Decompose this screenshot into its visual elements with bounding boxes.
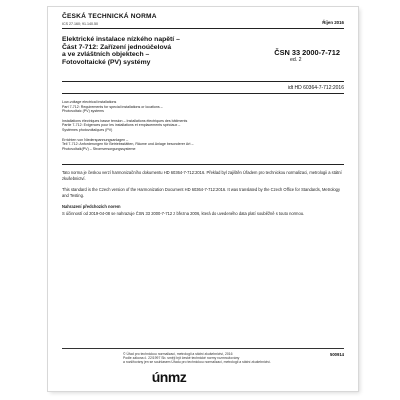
document-type-title: ČESKÁ TECHNICKÁ NORMA (62, 13, 157, 20)
logo-text: únmz (151, 369, 187, 385)
header-rule (62, 28, 344, 29)
copyright-line: Podle zákona č. 22/1997 Sb. smějí být české technické normy rozmnožovány (123, 356, 240, 361)
standard-number: ČSN 33 2000-7-712 (274, 48, 340, 57)
standard-title-cz (62, 36, 232, 66)
idt-rule (62, 93, 344, 94)
copyright-notice (123, 352, 343, 365)
translated-titles (62, 100, 262, 156)
title-fr (62, 119, 262, 133)
footer-rule (62, 348, 344, 349)
title-line: Part 7-712: Requirements for special installations or locations – (62, 104, 163, 109)
title-line: Partie 7-712: Exigences pour les installations et emplacements spéciaux – (62, 123, 181, 128)
standard-edition: ed. 2 (290, 57, 302, 63)
title-line: Systèmes photovoltaïques (PV) (62, 127, 113, 132)
replacement-note: S účinností od 2019-04-08 se nahrazuje ČSN 33 2000-7-712 z března 2006, která do uvedeného data platí souběžně s touto normou. (62, 210, 305, 216)
ics-code: ICS 27.160; 91.140.50 (62, 22, 98, 26)
title-line: Elektrické instalace nízkého napětí – (62, 36, 180, 43)
catalog-code: 500914 (330, 352, 344, 357)
document-page (48, 7, 358, 391)
title-rule (62, 81, 344, 82)
title-line: Photovoltaik(PV) – Stromversorgungssysteme (62, 146, 136, 151)
issue-date: Říjen 2016 (322, 20, 344, 25)
copyright-line: a rozšiřovány jen se souhlasem Úřadu pro technickou normalizaci, metrologii a státní zkušebnictví. (123, 360, 271, 365)
title-line: Photovoltaic (PV) systems (62, 109, 104, 114)
title-de (62, 138, 262, 152)
english-version-note: This standard is the Czech version of the Harmonization Document HD 60364-7-712:2016. It was translated by the Czech Office for Standards, Metrology and Testing. (62, 187, 340, 198)
title-line: Fotovoltaické (PV) systémy (62, 58, 151, 66)
title-line: Errichten von Niederspannungsanlagen – (62, 137, 129, 142)
unmz-logo (149, 369, 189, 385)
copyright-line: © Úřad pro technickou normalizaci, metrologii a státní zkušebnictví, 2016 (123, 352, 233, 356)
title-line: Teil 7-712: Anforderungen für Betriebsstätten, Räume und Anlage besonderer Art – (62, 142, 194, 147)
title-en (62, 100, 262, 114)
title-line: Installations électriques basse tension – Installations électriques des bâtiments (62, 118, 188, 123)
title-line: a ve zvláštních objektech – (62, 51, 150, 59)
body-rule (62, 164, 344, 165)
title-line: Low-voltage electrical installations (62, 100, 117, 104)
czech-version-note: Tato norma je českou verzí harmonizačního dokumentu HD 60364-7-712:2016. Překlad byl zajištěn Úřadem pro technickou normalizaci, metrologii a státní zkušebnictví. (62, 170, 342, 181)
body-text (62, 170, 344, 223)
section-heading: Nahrazení předchozích norem (62, 204, 121, 210)
identical-reference: idt HD 60364-7-712:2016 (287, 85, 344, 91)
title-line: Část 7-712: Zařízení jednoúčelová (62, 43, 172, 51)
